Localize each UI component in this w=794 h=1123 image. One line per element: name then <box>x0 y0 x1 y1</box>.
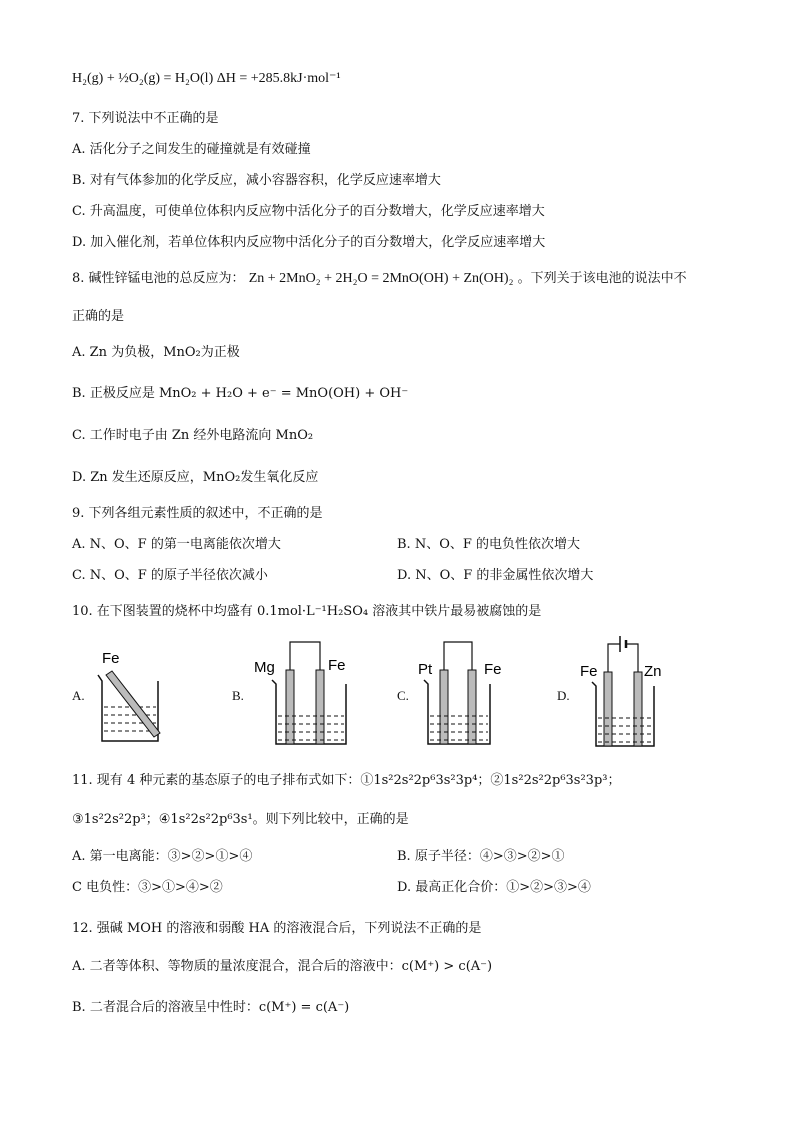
q10-fig-d-label: D. <box>557 688 570 703</box>
q8-option-c: C. 工作时电子由 Zn 经外电路流向 MnO₂ <box>72 428 314 443</box>
q9-option-c: C. N、O、F 的原子半径依次减小 <box>72 568 268 583</box>
q12-option-a: A. 二者等体积、等物质的量浓度混合，混合后的溶液中：c(M⁺) > c(A⁻) <box>72 959 493 974</box>
q12-stem: 12. 强碱 MOH 的溶液和弱酸 HA 的溶液混合后，下列说法不正确的是 <box>72 921 482 936</box>
fig-a-fe-text: Fe <box>102 650 120 667</box>
q11-option-d: D. 最高正化合价：①>②>③>④ <box>397 880 591 895</box>
q11-option-c: C 电负性：③>①>④>② <box>72 880 223 895</box>
q10-fig-c-cell <box>414 640 524 750</box>
q11-option-b: B. 原子半径：④>③>②>① <box>397 849 565 864</box>
q10-fig-a-beaker <box>90 645 170 745</box>
fig-b-fe-text: Fe <box>328 657 346 674</box>
q8-equation: Zn + 2MnO₂ + 2H₂O = 2MnO(OH) + Zn(OH)₂ <box>248 271 514 286</box>
q11-stem: 11. 现有 4 种元素的基态原子的电子排布式如下：①1s²2s²2p⁶3s²3p⁴；②1s²2s²2p⁶3s²3p³； <box>72 773 621 788</box>
fig-d-fe-text: Fe <box>580 663 598 680</box>
q9-option-b: B. N、O、F 的电负性依次增大 <box>397 537 581 552</box>
q8-stem-c: 正确的是 <box>72 309 125 324</box>
q7-stem: 7. 下列说法中不正确的是 <box>72 111 219 126</box>
q8-option-b: B. 正极反应是 MnO₂ + H₂O + e⁻ = MnO(OH) + OH⁻ <box>72 386 409 401</box>
q10-fig-d-cell <box>576 632 686 752</box>
q8-option-a: A. Zn 为负极，MnO₂为正极 <box>72 345 240 360</box>
q7-option-b: B. 对有气体参加的化学反应，减小容器容积，化学反应速率增大 <box>72 173 441 188</box>
fig-d-zn-text: Zn <box>644 663 662 680</box>
q11-line2: ③1s²2s²2p³；④1s²2s²2p⁶3s¹。则下列比较中，正确的是 <box>72 812 409 827</box>
q6-option-d-text: H₂(g) + ½O₂(g) = H₂O(l) ΔH = +285.8kJ·mol⁻¹ <box>72 71 341 86</box>
q10-fig-b-label: B. <box>232 688 244 703</box>
q8-stem-a: 8. 碱性锌锰电池的总反应为： <box>72 271 245 286</box>
q12-option-b: B. 二者混合后的溶液呈中性时：c(M⁺) = c(A⁻) <box>72 1000 350 1015</box>
q9-option-a: A. N、O、F 的第一电离能依次增大 <box>72 537 281 552</box>
fig-c-pt-text: Pt <box>418 661 433 678</box>
fig-c-fe-text: Fe <box>484 661 502 678</box>
q9-option-d: D. N、O、F 的非金属性依次增大 <box>397 568 594 583</box>
q8-stem <box>72 270 687 288</box>
q10-fig-b-cell <box>250 640 360 750</box>
q8-option-d: D. Zn 发生还原反应，MnO₂发生氧化反应 <box>72 470 319 485</box>
fig-b-mg-text: Mg <box>254 659 275 676</box>
q9-stem: 9. 下列各组元素性质的叙述中，不正确的是 <box>72 506 323 521</box>
q7-option-c: C. 升高温度，可使单位体积内反应物中活化分子的百分数增大，化学反应速率增大 <box>72 204 545 219</box>
q7-option-d: D. 加入催化剂，若单位体积内反应物中活化分子的百分数增大，化学反应速率增大 <box>72 235 546 250</box>
q8-stem-b: 。下列关于该电池的说法中不 <box>517 271 687 286</box>
q10-fig-a-label: A. <box>72 688 85 703</box>
q10-fig-c-label: C. <box>397 688 409 703</box>
q7-option-a: A. 活化分子之间发生的碰撞就是有效碰撞 <box>72 142 311 157</box>
q6-option-d <box>72 70 341 88</box>
q10-stem: 10. 在下图装置的烧杯中均盛有 0.1mol·L⁻¹H₂SO₄ 溶液其中铁片最易被腐蚀的是 <box>72 604 542 619</box>
q11-option-a: A. 第一电离能：③>②>①>④ <box>72 849 253 864</box>
